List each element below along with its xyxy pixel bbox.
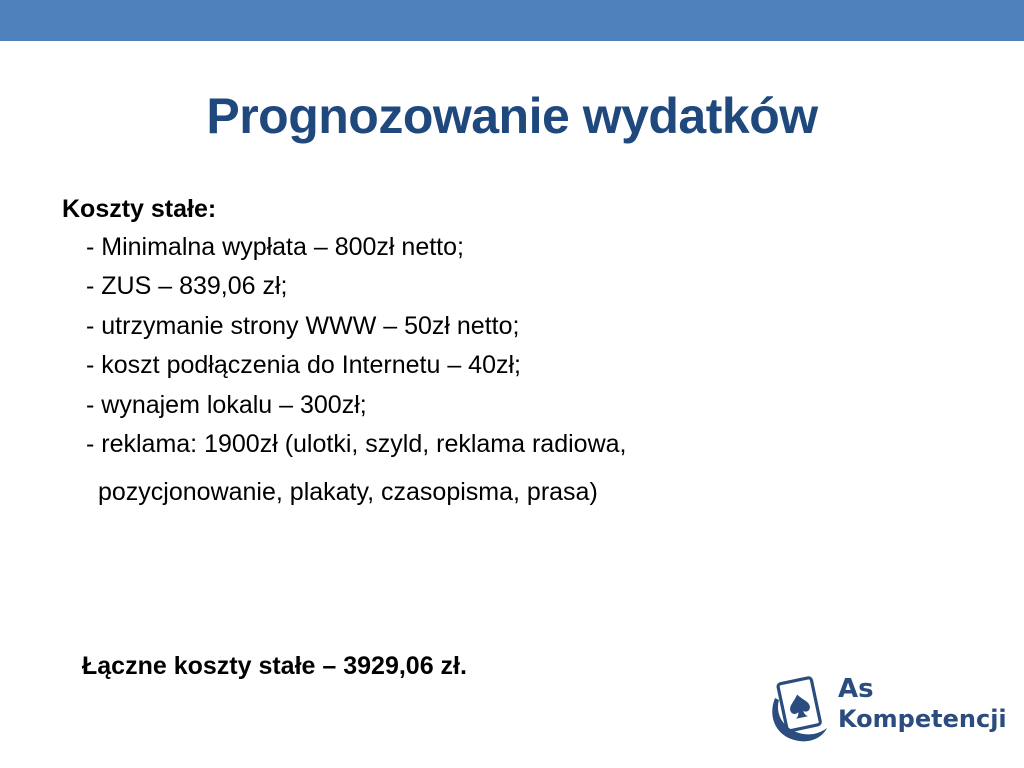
list-item: - Minimalna wypłata – 800zł netto; [86,233,464,261]
list-item: - koszt podłączenia do Internetu – 40zł; [86,351,521,380]
logo-text-line1: As [838,674,874,704]
list-item: - ZUS – 839,06 zł; [86,272,288,301]
list-item: - wynajem lokalu – 300zł; [86,390,367,419]
total-fixed-costs: Łączne koszty stałe – 3929,06 zł. [82,652,467,680]
list-item-continuation: pozycjonowanie, plakaty, czasopisma, prasa) [98,478,598,507]
fixed-costs-list [62,228,962,464]
spade-card-logo-icon [769,670,833,744]
fixed-costs-heading: Koszty stałe: [62,195,217,223]
logo-text-line2: Kompetencji [838,705,1007,733]
slide-title: Prognozowanie wydatków [206,88,818,144]
list-item: - reklama: 1900zł (ulotki, szyld, reklama radiowa, [86,430,627,459]
content-body [62,190,962,512]
as-kompetencji-logo [769,668,1007,748]
list-item: - utrzymanie strony WWW – 50zł netto; [86,311,520,340]
top-accent-bar [0,0,1024,41]
